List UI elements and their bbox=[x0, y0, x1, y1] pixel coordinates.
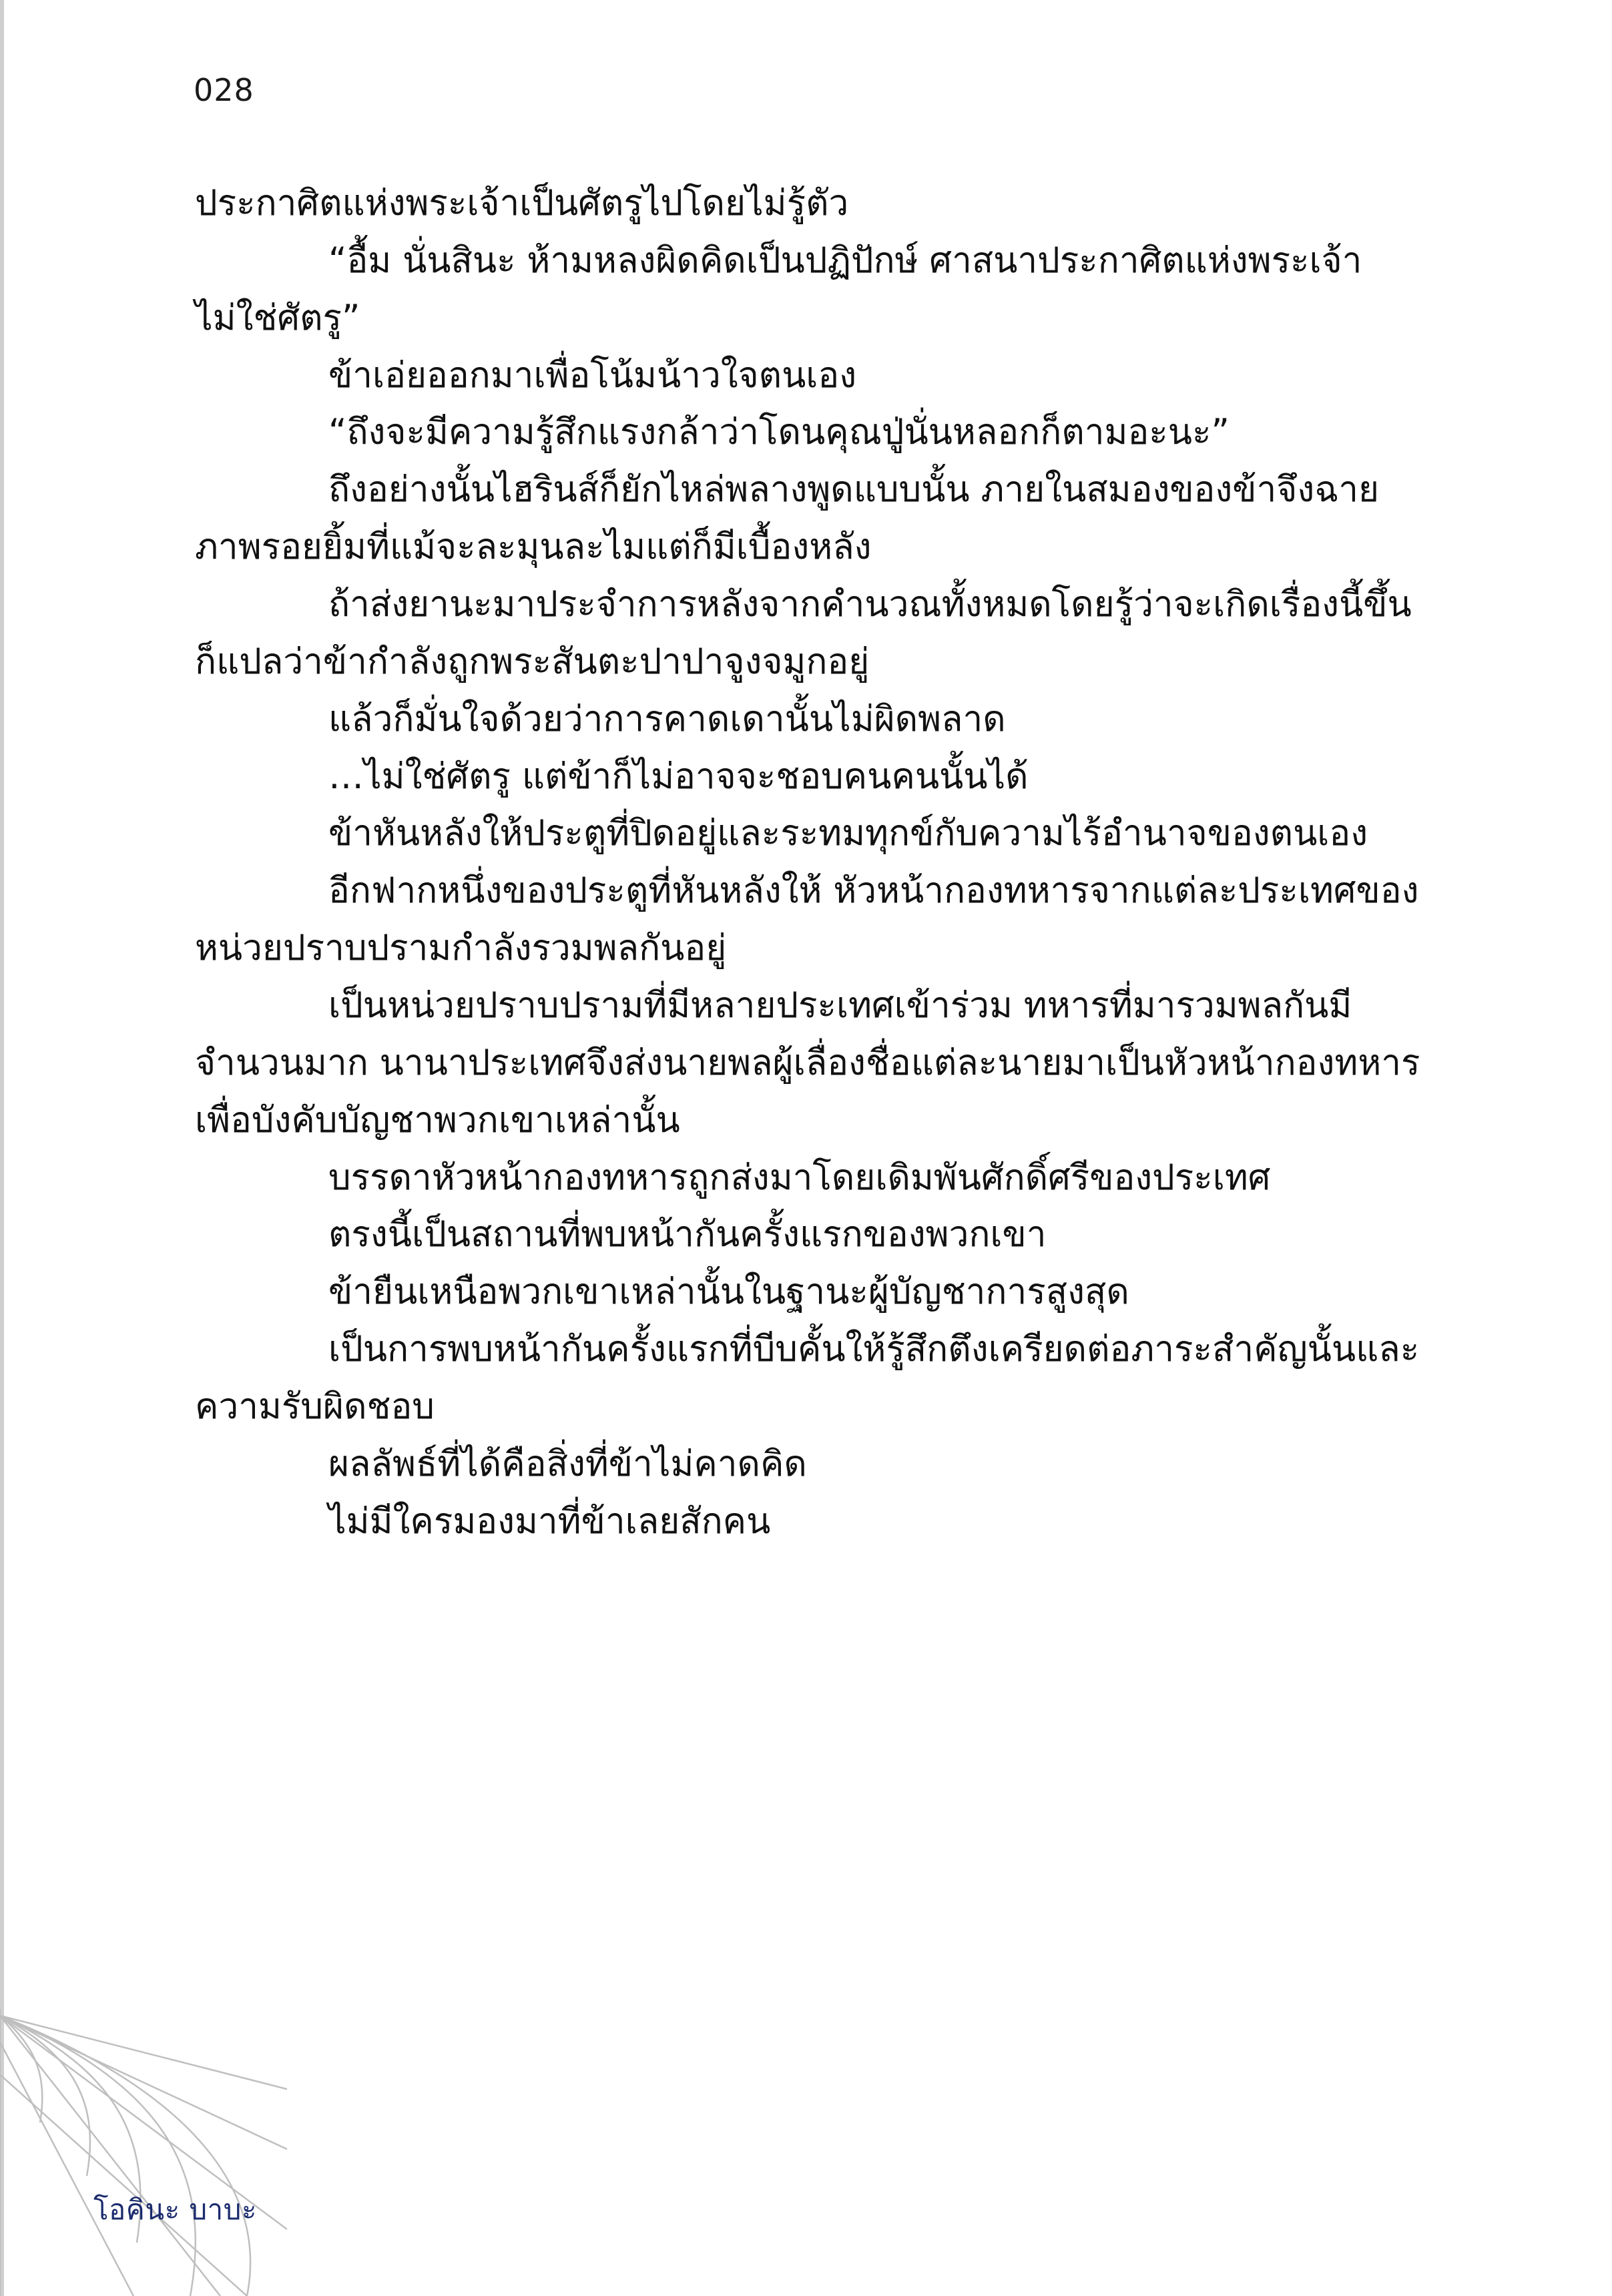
body-paragraph: ผลลัพธ์ที่ได้คือสิ่งที่ข้าไม่คาดคิด bbox=[328, 1443, 807, 1484]
page-number: 028 bbox=[194, 72, 254, 108]
body-paragraph: แล้วก็มั่นใจด้วยว่าการคาดเดานั้นไม่ผิดพลาด bbox=[328, 698, 1006, 740]
body-paragraph: ข้าหันหลังให้ประตูที่ปิดอยู่และระทมทุกข์กับความไร้อำนาจของตนเอง bbox=[328, 813, 1368, 854]
author-footer-label: โอคินะ บาบะ bbox=[93, 2193, 257, 2226]
spider-web-icon bbox=[0, 2009, 287, 2296]
body-paragraph: ประกาศิตแห่งพระเจ้าเป็นศัตรูไปโดยไม่รู้ตัว bbox=[195, 183, 849, 224]
body-paragraph: “อื้ม นั่นสินะ ห้ามหลงผิดคิดเป็นปฏิปักษ์ ศาสนาประกาศิตแห่งพระเจ้าไม่ใช่ศัตรู” bbox=[195, 240, 1362, 338]
body-paragraph: ตรงนี้เป็นสถานที่พบหน้ากันครั้งแรกของพวกเขา bbox=[328, 1214, 1047, 1255]
body-paragraph: บรรดาหัวหน้ากองทหารถูกส่งมาโดยเดิมพันศักดิ์ศรีของประเทศ bbox=[328, 1157, 1271, 1198]
body-paragraph: ไม่มีใครมองมาที่ข้าเลยสักคน bbox=[328, 1500, 771, 1542]
page-body-text bbox=[195, 175, 1423, 1550]
body-paragraph: “ถึงจะมีความรู้สึกแรงกล้าว่าโดนคุณปู่นั่นหลอกก็ตามอะนะ” bbox=[328, 412, 1230, 453]
body-paragraph: ถึงอย่างนั้นไฮรินส์ก็ยักไหล่พลางพูดแบบนั้น ภายในสมองของข้าจึงฉายภาพรอยยิ้มที่แม้จะละมุนละไมแต่ก็มีเบื้องหลัง bbox=[195, 469, 1380, 568]
body-paragraph: ข้าเอ่ยออกมาเพื่อโน้มน้าวใจตนเอง bbox=[328, 354, 857, 396]
body-paragraph: เป็นหน่วยปราบปรามที่มีหลายประเทศเข้าร่วม ทหารที่มารวมพลกันมีจำนวนมาก นานาประเทศจึงส่งนายพลผู้เลื่องชื่อแต่ละนายมาเป็นหัวหน้ากองทหารเพื่อบังคับบัญชาพวกเขาเหล่านั้น bbox=[195, 985, 1420, 1141]
body-paragraph: ถ้าส่งยานะมาประจำการหลังจากคำนวณทั้งหมดโดยรู้ว่าจะเกิดเรื่องนี้ขึ้น ก็แปลว่าข้ากำลังถูกพระสันตะปาปาจูงจมูกอยู่ bbox=[195, 584, 1412, 682]
body-paragraph: …ไม่ใช่ศัตรู แต่ข้าก็ไม่อาจจะชอบคนคนนั้นได้ bbox=[328, 756, 1029, 797]
page-left-edge bbox=[0, 0, 4, 2296]
body-paragraph: เป็นการพบหน้ากันครั้งแรกที่บีบคั้นให้รู้สึกตึงเครียดต่อภาระสำคัญนั้นและความรับผิดชอบ bbox=[195, 1329, 1420, 1428]
body-paragraph: อีกฟากหนึ่งของประตูที่หันหลังให้ หัวหน้ากองทหารจากแต่ละประเทศของหน่วยปราบปรามกำลังรวมพลกันอยู่ bbox=[195, 870, 1419, 969]
body-paragraph: ข้ายืนเหนือพวกเขาเหล่านั้นในฐานะผู้บัญชาการสูงสุด bbox=[328, 1271, 1129, 1313]
